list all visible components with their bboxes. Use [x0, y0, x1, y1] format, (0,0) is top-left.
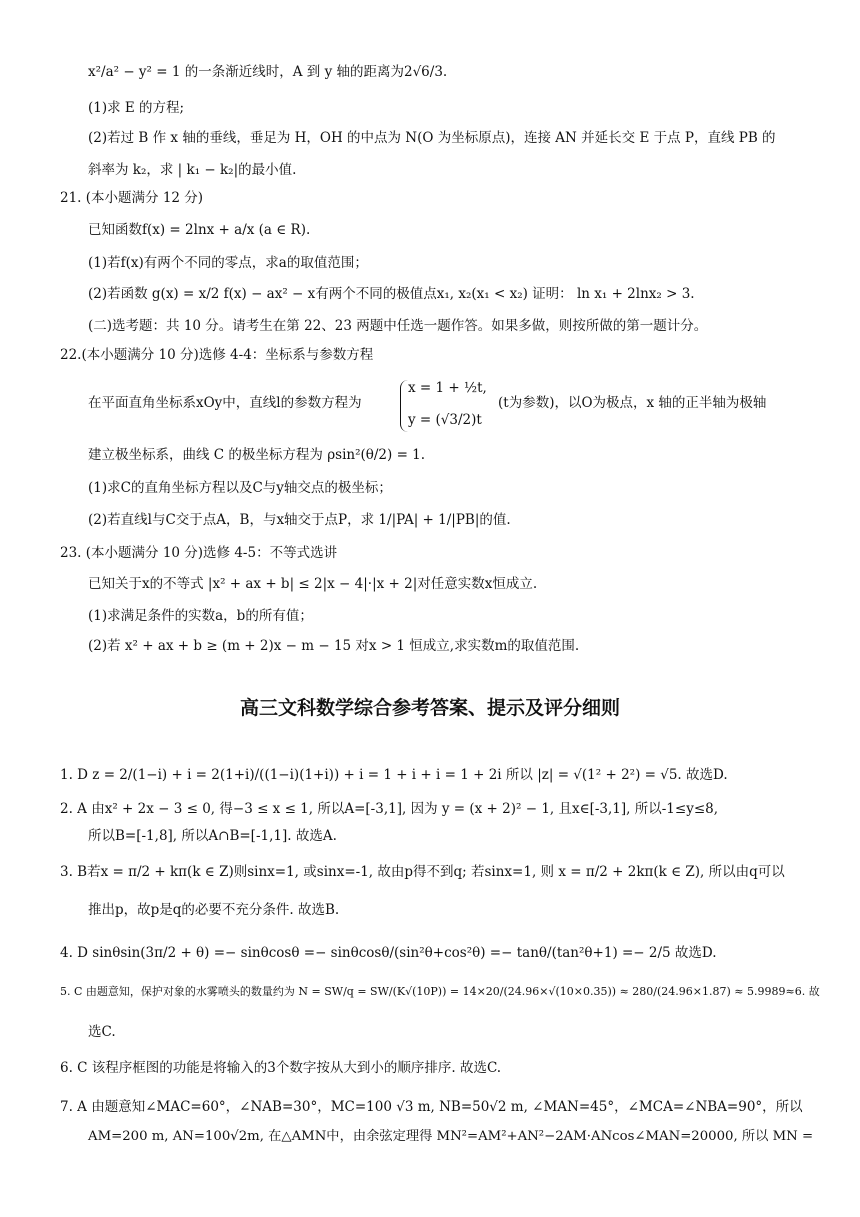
text-line: (2)若直线l与C交于点A，B，与x轴交于点P，求 1/|PA| + 1/|PB|的值. — [88, 512, 511, 528]
text-line: (t为参数)，以O为极点，x 轴的正半轴为极轴 — [498, 395, 767, 411]
text-line: (1)若f(x)有两个不同的零点，求a的取值范围； — [88, 255, 368, 271]
text-line: 建立极坐标系，曲线 C 的极坐标方程为 ρsin²(θ/2) = 1. — [88, 447, 426, 463]
answer-section-title: 高三文科数学综合参考答案、提示及评分细则 — [239, 697, 620, 719]
answer-line: 所以B=[-1,8], 所以A∩B=[-1,1]. 故选A. — [88, 828, 337, 844]
text-line: (2)若 x² + ax + b ≥ (m + 2)x − m − 15 对x > 1 恒成立,求实数m的取值范围. — [88, 638, 580, 654]
text-line: (1)求满足条件的实数a，b的所有值； — [88, 608, 313, 624]
answer-line: 7. A 由题意知∠MAC=60°，∠NAB=30°，MC=100 √3 m, NB=50√2 m, ∠MAN=45°，∠MCA=∠NBA=90°，所以 — [60, 1099, 803, 1115]
answer-line: 5. C 由题意知，保护对象的水雾喷头的数量约为 N = SW/q = SW/(K√(10P)) = 14×20/(24.96×√(10×0.35)) ≈ 280/(24.96×1.87) ≈ 5.9989≈6. 故 — [60, 985, 820, 998]
answer-line: 推出p，故p是q的必要不充分条件. 故选B. — [88, 902, 340, 918]
answer-line: 6. C 该程序框图的功能是将输入的3个数字按从大到小的顺序排序. 故选C. — [60, 1060, 502, 1076]
text-line: 已知函数f(x) = 2lnx + a/x (a ∈ R). — [88, 222, 311, 238]
equation-line: y = (√3/2)t — [408, 412, 482, 428]
question-header: 21. (本小题满分 12 分) — [60, 190, 204, 206]
answer-line: AM=200 m, AN=100√2m, 在△AMN中，由余弦定理得 MN²=AM²+AN²−2AM·ANcos∠MAN=20000, 所以 MN = — [88, 1129, 814, 1144]
text-line: x²/a² − y² = 1 的一条渐近线时，A 到 y 轴的距离为2√6/3. — [88, 64, 448, 80]
text-line: (1)求 E 的方程; — [88, 100, 185, 116]
section-note: (二)选考题：共 10 分。请考生在第 22、23 两题中任选一题作答。如果多做，则按所做的第一题计分。 — [88, 318, 708, 334]
question-header: 23. (本小题满分 10 分)选修 4-5：不等式选讲 — [60, 545, 338, 561]
answer-line: 4. D sinθsin(3π/2 + θ) =− sinθcosθ =− sinθcosθ/(sin²θ+cos²θ) =− tanθ/(tan²θ+1) =− 2/5 故选D. — [60, 945, 717, 961]
answer-line: 2. A 由x² + 2x − 3 ≤ 0, 得−3 ≤ x ≤ 1, 所以A=[-3,1], 因为 y = (x + 2)² − 1, 且x∈[-3,1], 所以-1≤y≤8, — [60, 801, 719, 817]
answer-line: 选C. — [88, 1024, 116, 1040]
text-line: (2)若过 B 作 x 轴的垂线，垂足为 H，OH 的中点为 N(O 为坐标原点)，连接 AN 并延长交 E 于点 P，直线 PB 的 — [88, 130, 776, 146]
text-line: (1)求C的直角坐标方程以及C与y轴交点的极坐标； — [88, 480, 392, 496]
answer-line: 3. B若x = π/2 + kπ(k ∈ Z)则sinx=1, 或sinx=-1, 故由p得不到q; 若sinx=1, 则 x = π/2 + 2kπ(k ∈ Z), 所以由q可以 — [60, 864, 785, 880]
answer-line: 1. D z = 2/(1−i) + i = 2(1+i)/((1−i)(1+i)) + i = 1 + i + i = 1 + 2i 所以 |z| = √(1² + 2²) = √5. 故选D. — [60, 767, 728, 783]
text-line: 在平面直角坐标系xOy中，直线l的参数方程为 — [88, 395, 362, 411]
text-line: 已知关于x的不等式 |x² + ax + b| ≤ 2|x − 4|·|x + 2|对任意实数x恒成立. — [88, 576, 538, 592]
text-line: (2)若函数 g(x) = x/2 f(x) − ax² − x有两个不同的极值点x₁, x₂(x₁ < x₂) 证明： ln x₁ + 2lnx₂ > 3. — [88, 286, 695, 302]
text-line: 斜率为 k₂，求 | k₁ − k₂|的最小值. — [88, 162, 297, 178]
question-header: 22.(本小题满分 10 分)选修 4-4：坐标系与参数方程 — [60, 347, 374, 363]
equation-line: x = 1 + ½t, — [408, 380, 487, 396]
